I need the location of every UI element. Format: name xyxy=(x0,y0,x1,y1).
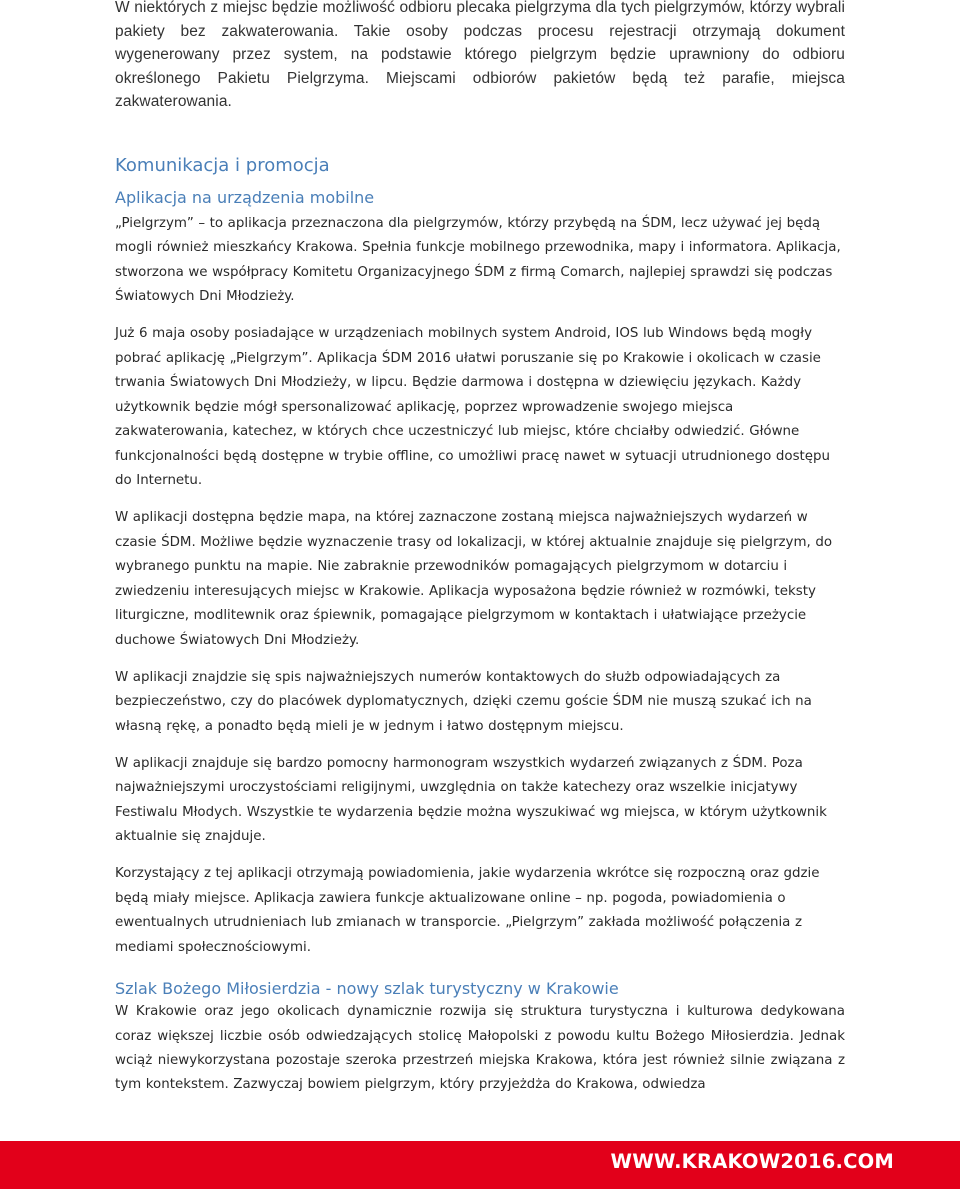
document-page xyxy=(115,0,845,1097)
footer-bar xyxy=(0,1141,960,1189)
app-paragraph-5: W aplikacji znajduje się bardzo pomocny harmonogram wszystkich wydarzeń związanych z ŚDM. Poza najważniejszymi uroczystościami religijnymi, uwzględnia on także katechezy oraz wszelkie inicjatywy Festiwalu Młodych. Wszystkie te wydarzenia będzie można wyszukiwać wg miejsca, w którym użytkownik aktualnie się znajduje. xyxy=(115,755,827,845)
app-paragraph-2: Już 6 maja osoby posiadające w urządzeniach mobilnych system Android, IOS lub Windows będą mogły pobrać aplikację „Pielgrzym”. Aplikacja ŚDM 2016 ułatwi poruszanie się po Krakowie i okolicach w czasie trwania Światowych Dni Młodzieży, w lipcu. Będzie darmowa i dostępna w dziewięciu językach. Każdy użytkownik będzie mógł spersonalizować aplikację, poprzez wprowadzenie swojego miejsca zakwaterowania, katechez, w których chce uczestniczyć lub miejsc, które chciałby odwiedzić. Główne funkcjonalności będą dostępne w trybie offline, co umożliwi pracę nawet w sytuacji utrudnionego dostępu do Internetu. xyxy=(115,326,831,489)
subsection-title-trail: Szlak Bożego Miłosierdzia - nowy szlak turystyczny w Krakowie xyxy=(115,979,619,999)
trail-paragraph: W Krakowie oraz jego okolicach dynamicznie rozwija się struktura turystyczna i kulturowa dedykowana coraz większej liczbie osób odwiedzających stolicę Małopolski z powodu kultu Bożego Miłosierdzia. Jednak wciąż niewykorzystana pozostaje szeroka przestrzeń miejska Krakowa, która jest również silnie związana z tym kontekstem. Zazwyczaj bowiem pielgrzym, który przyjeżdża do Krakowa, odwiedza xyxy=(115,1004,845,1093)
intro-paragraph: W niektórych z miejsc będzie możliwość odbioru plecaka pielgrzyma dla tych pielgrzymów, którzy wybrali pakiety bez zakwaterowania. Takie osoby podczas procesu rejestracji otrzymają dokument wygenerowany przez system, na podstawie którego pielgrzym będzie uprawniony do odbioru określonego Pakietu Pielgrzyma. Miejscami odbiorów pakietów będą też parafie, miejsca zakwaterowania. xyxy=(115,0,845,111)
app-paragraph-1: „Pielgrzym” – to aplikacja przeznaczona dla pielgrzymów, którzy przybędą na ŚDM, lecz używać jej będą mogli również mieszkańcy Krakowa. Spełnia funkcje mobilnego przewodnika, mapy i informatora. Aplikacja, stworzona we współpracy Komitetu Organizacyjnego ŚDM z firmą Comarch, najlepiej sprawdzi się podczas Światowych Dni Młodzieży. xyxy=(115,215,841,305)
app-paragraph-6: Korzystający z tej aplikacji otrzymają powiadomienia, jakie wydarzenia wkrótce się rozpoczną oraz gdzie będą miały miejsce. Aplikacja zawiera funkcje aktualizowane online – np. pogoda, powiadomienia o ewentualnych utrudnieniach lub zmianach w transporcie. „Pielgrzym” zakłada możliwość połączenia z mediami społecznościowymi. xyxy=(115,866,820,955)
section-title: Komunikacja i promocja xyxy=(115,154,330,176)
app-paragraph-4: W aplikacji znajdzie się spis najważniejszych numerów kontaktowych do służb odpowiadających za bezpieczeństwo, czy do placówek dyplomatycznych, dzięki czemu goście ŚDM nie muszą szukać ich na własną rękę, a ponadto będą mieli je w jednym i łatwo dostępnym miejscu. xyxy=(115,669,812,734)
subsection-title-app: Aplikacja na urządzenia mobilne xyxy=(115,187,375,207)
footer-url[interactable]: WWW.KRAKOW2016.COM xyxy=(610,1150,894,1173)
app-paragraph-3: W aplikacji dostępna będzie mapa, na której zaznaczone zostaną miejsca najważniejszych wydarzeń w czasie ŚDM. Możliwe będzie wyznaczenie trasy od lokalizacji, w której aktualnie znajduje się pielgrzym, do wybranego punktu na mapie. Nie zabraknie przewodników pomagających pielgrzymom w dotarciu i zwiedzeniu interesujących miejsc w Krakowie. Aplikacja wyposażona będzie również w rozmówki, teksty liturgiczne, modlitewnik oraz śpiewnik, pomagające pielgrzymom w kontaktach i ułatwiające przeżycie duchowe Światowych Dni Młodzieży. xyxy=(115,510,833,648)
